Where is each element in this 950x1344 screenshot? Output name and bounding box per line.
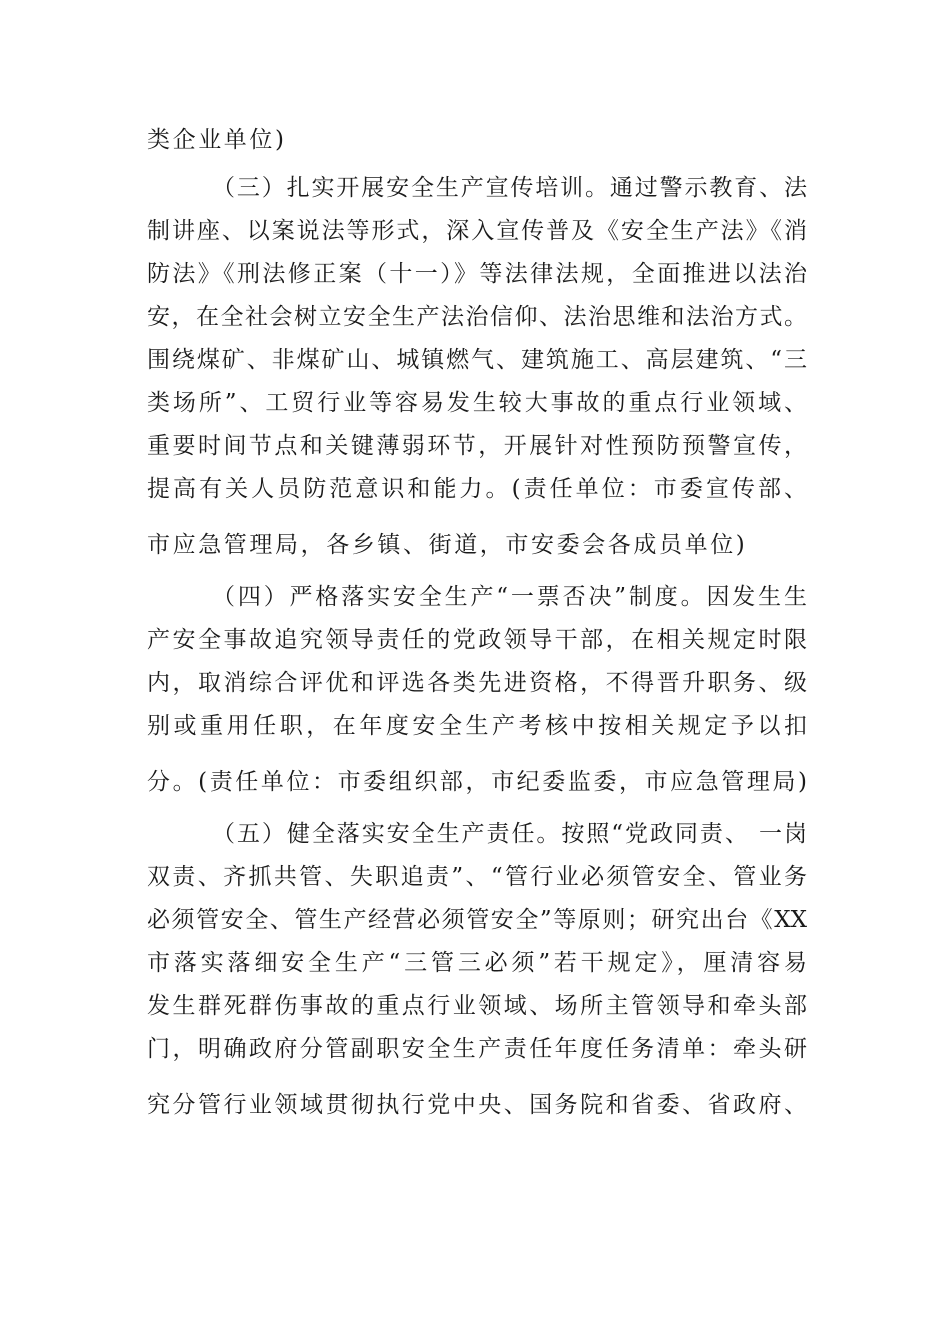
text-line: 制讲座、以案说法等形式，深入宣传普及《安全生产法》《消 <box>147 218 807 244</box>
text-line: 产安全事故追究领导责任的党政领导干部，在相关规定时限 <box>147 627 807 653</box>
text-line: 究分管行业领域贯彻执行党中央、国务院和省委、省政府、 <box>147 1092 807 1118</box>
text-line: 围绕煤矿、非煤矿山、城镇燃气、建筑施工、高层建筑、“三 <box>147 347 807 373</box>
text-line: 必须管安全、管生产经营必须管安全”等原则；研究出台《XX <box>147 907 807 933</box>
text-line: 发生群死群伤事故的重点行业领域、场所主管领导和牵头部 <box>147 993 807 1019</box>
text-line: 重要时间节点和关键薄弱环节，开展针对性预防预警宣传， <box>147 433 807 459</box>
text-line: （五）健全落实安全生产责任。按照“党政同责、 一岗 <box>212 821 807 847</box>
text-line: 市落实落细安全生产“三管三必须”若干规定》，厘清容易 <box>147 950 807 976</box>
text-line: 提高有关人员防范意识和能力。(责任单位：市委宣传部、 <box>147 476 807 502</box>
text-line: 防法》《刑法修正案（十一）》等法律法规，全面推进以法治 <box>147 261 807 287</box>
text-line: 门，明确政府分管副职安全生产责任年度任务清单：牵头研 <box>147 1036 807 1062</box>
text-line: 安，在全社会树立安全生产法治信仰、法治思维和法治方式。 <box>147 304 807 330</box>
text-line: 市应急管理局，各乡镇、街道，市安委会各成员单位) <box>147 532 748 558</box>
text-line: 类企业单位) <box>147 127 287 153</box>
text-line: 双责、齐抓共管、失职追责”、“管行业必须管安全、管业务 <box>147 864 807 890</box>
text-line: 类场所”、工贸行业等容易发生较大事故的重点行业领域、 <box>147 390 807 416</box>
text-line: 分。(责任单位：市委组织部，市纪委监委，市应急管理局) <box>147 769 807 795</box>
text-line: （四）严格落实安全生产“一票否决”制度。因发生生 <box>212 584 807 610</box>
text-line: 别或重用任职，在年度安全生产考核中按相关规定予以扣 <box>147 713 807 739</box>
text-line: 内，取消综合评优和评选各类先进资格，不得晋升职务、级 <box>147 670 807 696</box>
text-line: （三）扎实开展安全生产宣传培训。通过警示教育、法 <box>212 175 807 201</box>
